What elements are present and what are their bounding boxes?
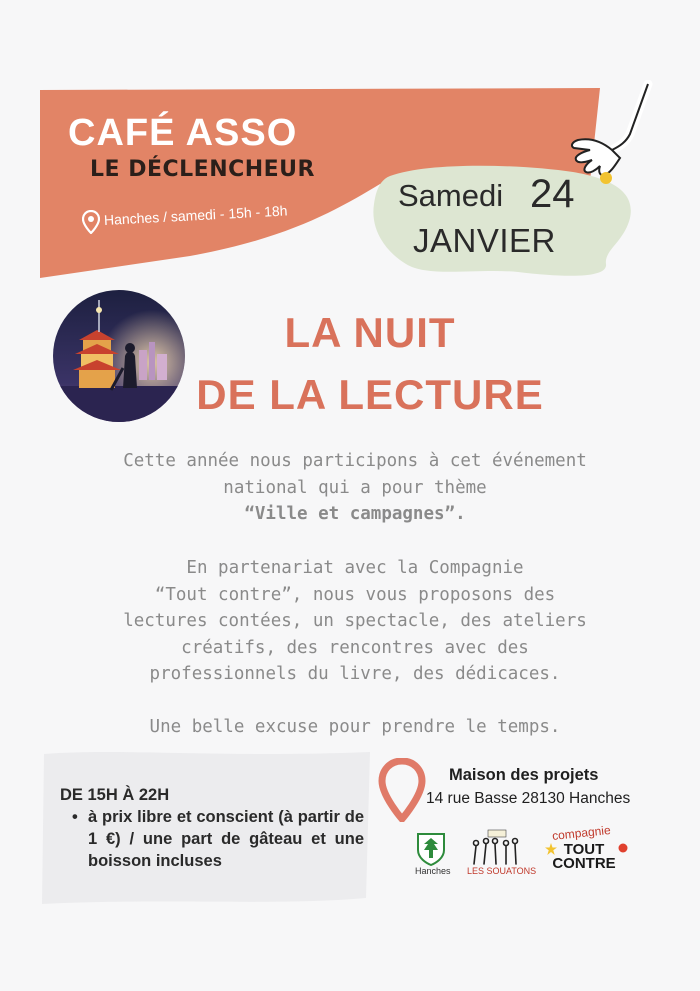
souatons-logo xyxy=(468,828,524,868)
theme-text: “Ville et campagnes”. xyxy=(244,504,466,524)
hand-icon xyxy=(560,80,660,190)
compagnie-label: compagnie xyxy=(551,822,612,844)
text-line: créatifs, des rencontres avec des xyxy=(181,637,529,658)
text-line: national qui a pour thème xyxy=(223,477,487,498)
star-icon xyxy=(545,843,557,855)
location-pin-icon xyxy=(82,210,100,234)
venue-name: Maison des projets xyxy=(449,766,599,784)
date-month: JANVIER xyxy=(413,222,556,259)
partnership-paragraph xyxy=(60,555,650,688)
venue-address: 14 rue Basse 28130 Hanches xyxy=(426,790,631,807)
price-bullet xyxy=(72,806,364,872)
text-line: professionnels du livre, des dédicaces. xyxy=(149,664,561,684)
association-name: LE DÉCLENCHEUR xyxy=(90,157,315,182)
date-weekday: Samedi xyxy=(398,178,504,213)
text-line: En partenariat avec la Compagnie xyxy=(186,558,524,578)
souatons-logo-label: LES SOUATONS xyxy=(467,866,537,876)
text-line: Cette année nous participons à cet événement xyxy=(123,451,587,471)
night-illustration xyxy=(53,290,185,422)
hanches-logo xyxy=(416,832,446,866)
date-day-number: 24 xyxy=(530,172,575,216)
intro-paragraph xyxy=(60,448,650,528)
schedule-location: Hanches / samedi - 15h - 18h xyxy=(103,202,288,228)
cafe-title: CAFÉ ASSO xyxy=(68,112,298,154)
text-line: “Tout contre”, nous vous proposons des xyxy=(154,584,556,605)
event-title-line1: LA NUIT xyxy=(284,309,456,356)
price-text: à prix libre et conscient (à partir de 1 €) / une part de gâteau et une boisson incluses xyxy=(88,808,364,870)
red-dot-icon xyxy=(618,843,628,853)
bullet-icon: • xyxy=(72,808,78,826)
map-pin-icon xyxy=(378,758,426,822)
text-line: lectures contées, un spectacle, des ateliers xyxy=(123,611,587,631)
tout-contre-logo: TOUT CONTRE xyxy=(552,841,616,872)
hanches-logo-label: Hanches xyxy=(415,866,451,876)
event-title-line2: DE LA LECTURE xyxy=(196,371,544,418)
closing-line: Une belle excuse pour prendre le temps. xyxy=(149,717,561,737)
hours-heading: DE 15H À 22H xyxy=(60,786,170,804)
